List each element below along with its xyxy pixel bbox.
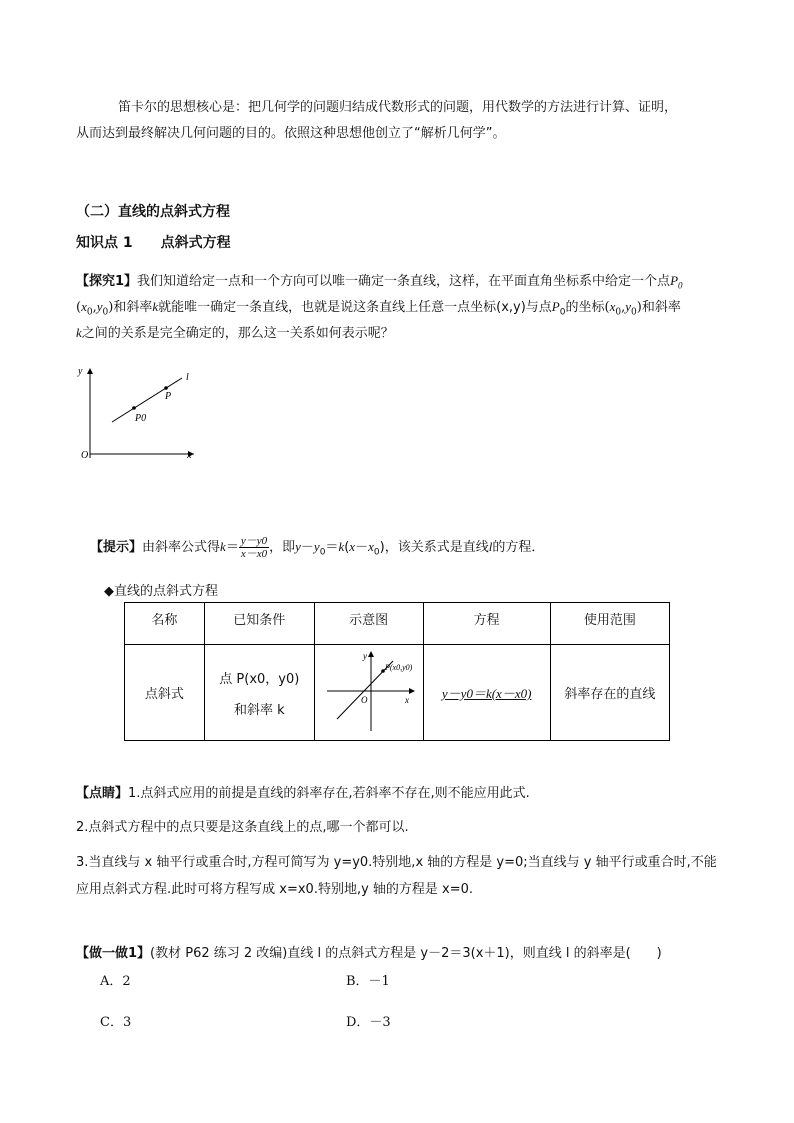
table-heading: ◆直线的点斜式方程 — [104, 584, 218, 599]
header-range: 使用范围 — [550, 603, 669, 645]
fig-origin-label: O — [81, 450, 89, 461]
exercise-text: (教材 P62 练习 2 改编)直线 l 的点斜式方程是 y－2＝3(x＋1)，则直线 l 的斜率是( ) — [150, 946, 662, 961]
knowledge-title: 知识点 1 点斜式方程 — [76, 235, 231, 251]
explore-line-1 — [76, 270, 683, 291]
point-p0 — [132, 406, 136, 410]
mini-p-label: P(x0,y0) — [384, 662, 412, 672]
table-row — [125, 645, 670, 741]
hint-tag: 【提示】 — [90, 540, 143, 555]
notes-line-3a: 3.当直线与 x 轴平行或重合时,方程可简写为 y=y0.特别地,x 轴的方程是 y=0;当直线与 y 轴平行或重合时,不能 — [76, 855, 717, 870]
cell-diagram — [314, 645, 423, 741]
mini-y-arrow-icon — [368, 651, 374, 657]
table-header-row — [125, 603, 670, 645]
explore-p0: $P_0$ — [670, 273, 683, 291]
header-diagram: 示意图 — [314, 603, 423, 645]
mini-x-label: x — [404, 694, 409, 705]
explore-line-2: $(x_0,y_0)$和斜率k就能唯一确定一条直线，也就是说这条直线上任意一点坐标(x,y)与点$P_0$的坐标$(x_0,y_0)$和斜率 — [76, 299, 681, 318]
cond-slope: 和斜率 k — [233, 702, 285, 718]
fig-p-label: P — [165, 391, 172, 402]
exercise-line — [76, 942, 662, 961]
header-equation: 方程 — [423, 603, 550, 645]
y-axis-arrow-icon — [87, 368, 93, 374]
explore-line-3: k之间的关系是完全确定的，那么这一关系如何表示呢？ — [76, 325, 394, 341]
fig-line-label: l — [186, 372, 189, 383]
option-c[interactable]: C．3 — [100, 1015, 132, 1030]
cell-range: 斜率存在的直线 — [550, 645, 669, 741]
fig-p0-label: P0 — [135, 413, 147, 424]
cell-name: 点斜式 — [125, 645, 205, 741]
section-title: （二）直线的点斜式方程 — [76, 204, 230, 220]
fig-y-label: y — [78, 366, 83, 377]
cell-equation — [423, 645, 550, 741]
line-l — [112, 378, 182, 422]
exercise-tag: 【做一做1】 — [76, 946, 151, 961]
point-slope-table — [124, 602, 670, 741]
line-graph-figure — [70, 362, 200, 462]
hint-line: 【提示】由斜率公式得k＝ $\frac{y-y0}{x-x0}$ ，即$y-y_0=k(x-x_0)$，该关系式是直线l的方程． — [90, 535, 545, 560]
explore-p0-coords: $(x_0,y_0)$ — [76, 299, 114, 318]
header-name: 名称 — [125, 603, 205, 645]
equation-text: y－y0＝k(x－x0) — [441, 686, 532, 701]
option-d[interactable]: D．－3 — [346, 1015, 391, 1030]
notes-tag: 【点睛】 — [76, 786, 129, 801]
notes-line-3b: 应用点斜式方程.此时可将方程写成 x=x0.特别地,y 轴的方程是 x=0. — [76, 882, 474, 897]
explore-tag: 【探究1】 — [76, 274, 138, 289]
option-b[interactable]: B．－1 — [346, 974, 390, 989]
hint-equation: y — [295, 539, 301, 554]
header-condition: 已知条件 — [204, 603, 314, 645]
point-p — [164, 386, 168, 390]
cell-condition — [204, 645, 314, 741]
mini-diagram — [319, 647, 419, 735]
slope-fraction: $\frac{y-y0}{x-x0}$ — [240, 535, 268, 560]
mini-x-arrow-icon — [409, 688, 415, 694]
option-a[interactable]: A．2 — [100, 974, 131, 989]
notes-line-2: 2.点斜式方程中的点只要是这条直线上的点,哪一个都可以. — [76, 820, 409, 835]
mini-origin-label: O — [360, 694, 368, 705]
explore-text-1: 我们知道给定一点和一个方向可以唯一确定一条直线，这样，在平面直角坐标系中给定一个点 — [137, 274, 671, 289]
mini-y-label: y — [362, 650, 367, 661]
intro-line-2: 从而达到最终解决几何问题的目的。依照这种思想他创立了“解析几何学”。 — [76, 126, 506, 141]
cond-point: 点 P(x0，y0) — [219, 671, 300, 687]
fig-x-label: x — [187, 450, 192, 461]
notes-line-1: 【点睛】1.点斜式应用的前提是直线的斜率存在,若斜率不存在,则不能应用此式. — [76, 786, 530, 801]
intro-line-1: 笛卡尔的思想核心是：把几何学的问题归结成代数形式的问题，用代数学的方法进行计算、证明， — [118, 100, 678, 115]
